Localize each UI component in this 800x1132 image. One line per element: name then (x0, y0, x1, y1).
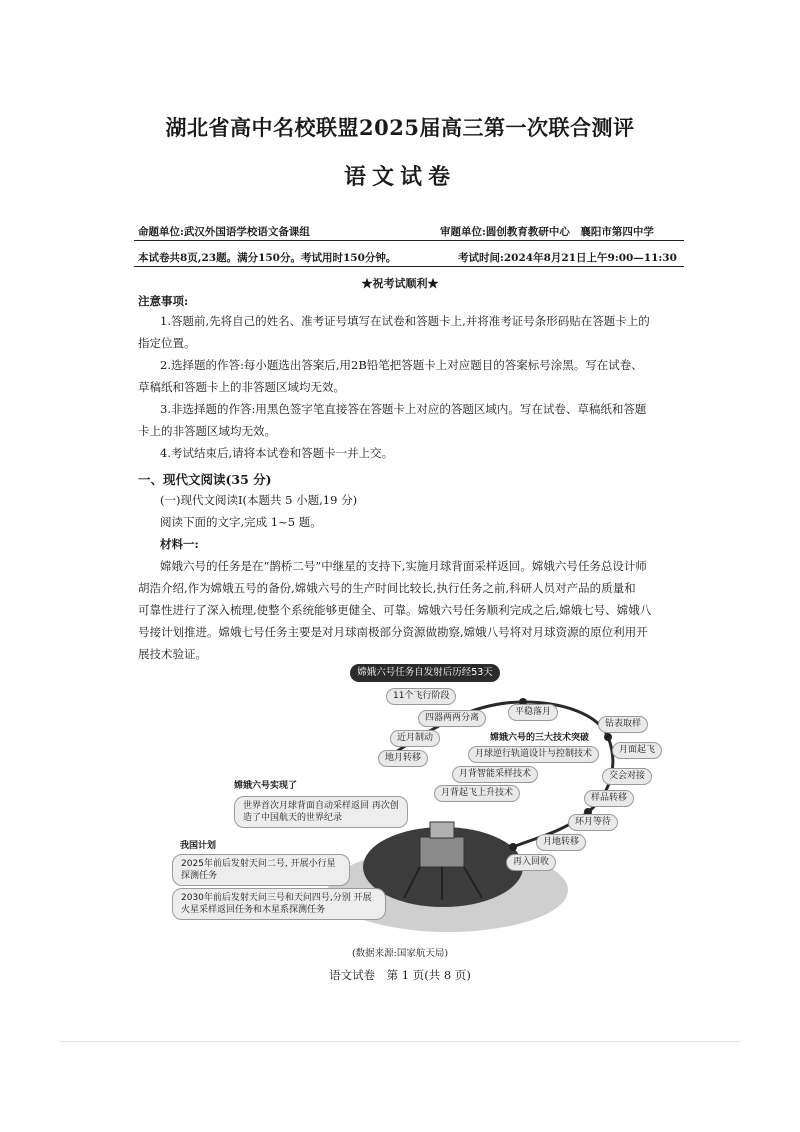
notice-item: 3.非选择题的作答:用黑色签字笔直接答在答题卡上对应的答题区域内。写在试卷、草稿纸和答题 (160, 402, 647, 416)
exam-time: 考试时间:2024年8月21日上午9:00—11:30 (458, 252, 677, 264)
reviewer-unit: 审题单位:圆创教育教研中心 襄阳市第四中学 (440, 226, 654, 238)
divider (134, 240, 684, 241)
paragraph-line: 嫦娥六号的任务是在“鹊桥二号”中继星的支持下,实施月球背面采样返回。嫦娥六号任务总设计师 (160, 559, 647, 573)
ascender (430, 822, 454, 838)
plan-box: 2030年前后发射天问三号和天问四号,分别 开展火星采样返回任务和木星系探测任务 (172, 888, 386, 920)
notice-item: 卡上的非答题区域均无效。 (138, 424, 276, 438)
good-luck-line: ★祝考试顺利★ (361, 277, 439, 290)
stage-label: 交会对接 (602, 768, 652, 785)
infographic-banner: 嫦娥六号任务自发射后历经53天 (350, 664, 500, 682)
plan-title: 我国计划 (180, 841, 217, 851)
stage-dot (509, 843, 517, 851)
notice-item: 2.选择题的作答:每小题选出答案后,用2B铅笔把答题卡上对应题目的答案标号涂黑。写在试卷、 (160, 358, 643, 372)
divider (134, 266, 684, 267)
material-label: 材料一: (160, 537, 199, 551)
breakthrough-item: 月球逆行轨道设计与控制技术 (468, 746, 599, 763)
stage-label: 再入回收 (506, 854, 556, 871)
stage-label: 样品转移 (584, 790, 634, 807)
subsection-title: (一)现代文阅读Ⅰ(本题共 5 小题,19 分) (160, 493, 358, 507)
notice-item: 草稿纸和答题卡上的非答题区域均无效。 (138, 380, 345, 394)
stage-label: 四器两两分离 (418, 710, 486, 727)
stage-label: 钻表取样 (598, 716, 648, 733)
stage-label: 地月转移 (378, 750, 428, 767)
achieved-title: 嫦娥六号实现了 (234, 781, 298, 791)
notice-list (138, 310, 698, 464)
paragraph-line: 可靠性进行了深入梳理,使整个系统能够更健全、可靠。嫦娥六号任务顺利完成之后,嫦娥七号、嫦娥八 (138, 603, 652, 617)
change6-infographic (168, 662, 684, 940)
page-number: 语文试卷 第 1 页(共 8 页) (329, 968, 471, 982)
material-paragraph (138, 555, 698, 665)
breakthrough-item: 月背起飞上升技术 (434, 785, 520, 802)
page-bottom-divider (60, 1041, 740, 1042)
paragraph-line: 号接计划推进。嫦娥七号任务主要是对月球南极部分资源做勘察,嫦娥八号将对月球资源的原位利用开 (138, 625, 648, 639)
stage-label: 环月等待 (568, 814, 618, 831)
stage-dot (604, 733, 612, 741)
stages-label: 11个飞行阶段 (386, 688, 456, 705)
exam-info: 本试卷共8页,23题。满分150分。考试用时150分钟。 (138, 252, 397, 264)
notice-item: 4.考试结束后,请将本试卷和答题卡一并上交。 (160, 446, 394, 460)
breakthrough-title: 嫦娥六号的三大技术突破 (490, 733, 590, 743)
breakthrough-item: 月背智能采样技术 (452, 766, 538, 783)
exam-subject: 语文试卷 (343, 164, 456, 190)
instruction: 阅读下面的文字,完成 1~5 题。 (160, 515, 322, 529)
stage-label: 月面起飞 (612, 742, 662, 759)
plan-box: 2025年前后发射天问二号, 开展小行星探测任务 (172, 854, 350, 886)
data-source: (数据来源:国家航天局) (351, 948, 449, 959)
paragraph-line: 展技术验证。 (138, 647, 207, 661)
notice-item: 1.答题前,先将自己的姓名、准考证号填写在试卷和答题卡上,并将准考证号条形码贴在答题卡上的 (160, 314, 650, 328)
notice-item: 指定位置。 (138, 336, 196, 350)
composer-unit: 命题单位:武汉外国语学校语文备课组 (138, 226, 310, 238)
stage-label: 近月制动 (390, 730, 440, 747)
exam-title: 湖北省高中名校联盟2025届高三第一次联合测评 (165, 115, 635, 140)
achieved-box: 世界首次月球背面自动采样返回 再次创造了中国航天的世界纪录 (234, 796, 408, 828)
section-title: 一、现代文阅读(35 分) (138, 472, 272, 487)
lander-body (420, 837, 464, 867)
stage-label: 月地转移 (536, 834, 586, 851)
notice-heading: 注意事项: (138, 294, 189, 308)
stage-label: 平稳落月 (508, 704, 558, 721)
paragraph-line: 胡浩介绍,作为嫦娥五号的备份,嫦娥六号的生产时间比较长,执行任务之前,科研人员对产品的质量和 (138, 581, 636, 595)
